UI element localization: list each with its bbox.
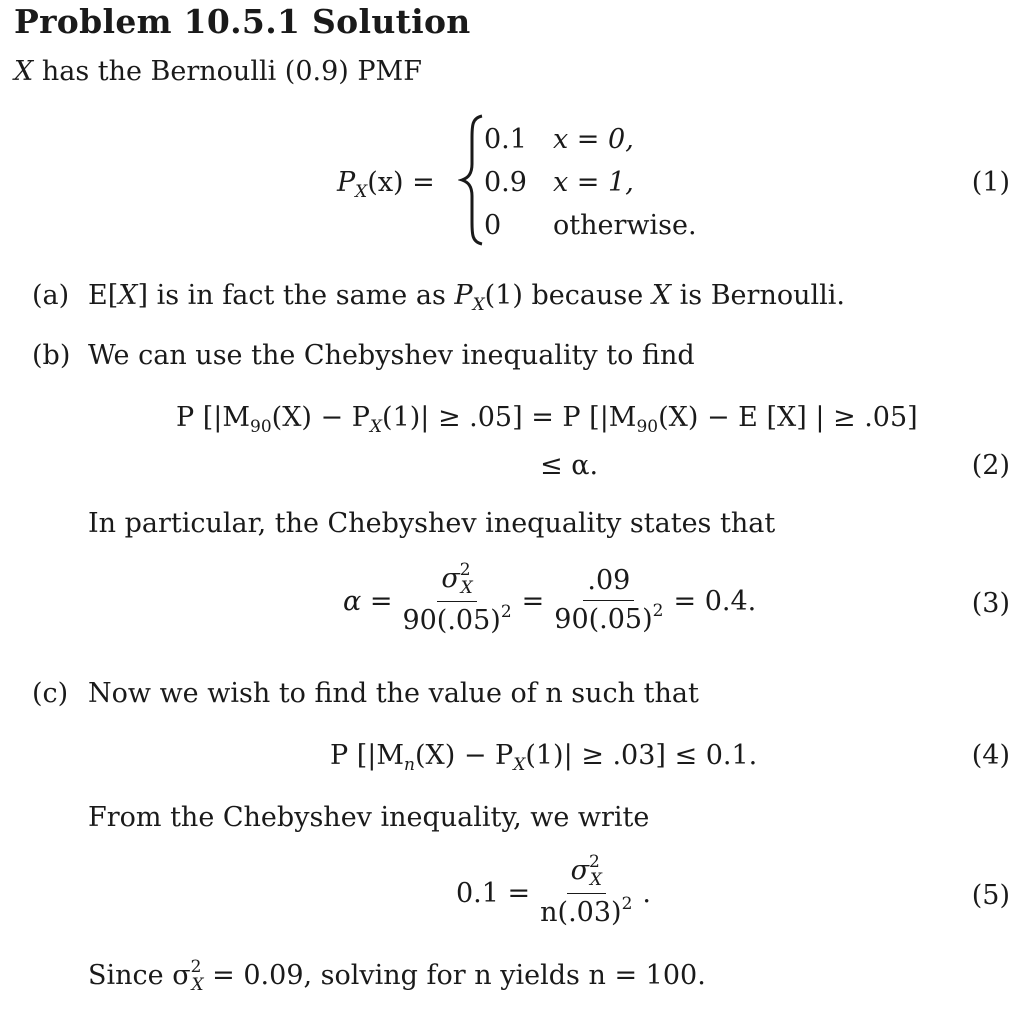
eq4: P $[|M_n(X) - P_X(1)| \ge .03] \le 0.1$. [330,740,758,775]
eq1-case-3-value: 0 [484,210,502,241]
part-c-text: Now we wish to find the value of n such that [88,678,699,709]
eq1-case-2-value: 0.9 [484,167,527,198]
eq1-case-1-value: 0.1 [484,124,527,155]
eq1-lhs: $P_X(x)$ = [337,167,435,202]
eq2-line-2: ≤ α. [540,450,599,481]
eq1-number: (1) [971,167,1010,198]
part-a-text: E[X] is in fact the same as $P_X(1)$ because X is Bernoulli. [88,280,845,315]
part-c-text-2: From the Chebyshev inequality, we write [88,802,650,833]
eq5-fraction: $\frac{\sigma^2_X}{n(.03)^2}$ [540,852,633,928]
part-b-text: We can use the Chebyshev inequality to find [88,340,695,371]
intro-var: X [14,56,34,87]
part-c-label: (c) [32,678,69,709]
eq1-case-3-cond: otherwise. [553,210,697,241]
eq1-case-1-cond: x = 0, [553,124,634,155]
problem-title: Problem 10.5.1 Solution [14,2,471,41]
part-b-label: (b) [32,340,71,371]
intro-text: has the Bernoulli (0.9) PMF [41,56,422,87]
eq5-number: (5) [971,880,1010,911]
part-a-label: (a) [32,280,70,311]
part-b-text-2: In particular, the Chebyshev inequality states that [88,508,776,539]
eq2-number: (2) [971,450,1010,481]
eq3: α = $\frac{\sigma^2_X}{90(.05)^2}$ = $\frac{.09}{90(.05)^2}$ = 0.4. [343,562,756,641]
eq5: 0.1 = $\frac{\sigma^2_X}{n(.03)^2}$ . [456,854,651,933]
eq2-line-1: P $[|M_{90}(X) - P_X(1)| \ge .05] = P$ [$|M_{90}(X) - E$ [X] | ≥ .05] [176,402,918,437]
eq3-fraction-2: $\frac{.09}{90(.05)^2}$ [554,564,664,635]
final-line: Since $\sigma^2_X = 0.09$, solving for n yields n = 100. [88,957,706,995]
eq1-case-2-cond: x = 1, [553,167,634,198]
eq4-number: (4) [971,740,1010,771]
intro-line [14,56,422,87]
eq3-fraction-1: $\frac{\sigma^2_X}{90(.05)^2}$ [402,560,512,636]
eq3-number: (3) [971,588,1010,619]
